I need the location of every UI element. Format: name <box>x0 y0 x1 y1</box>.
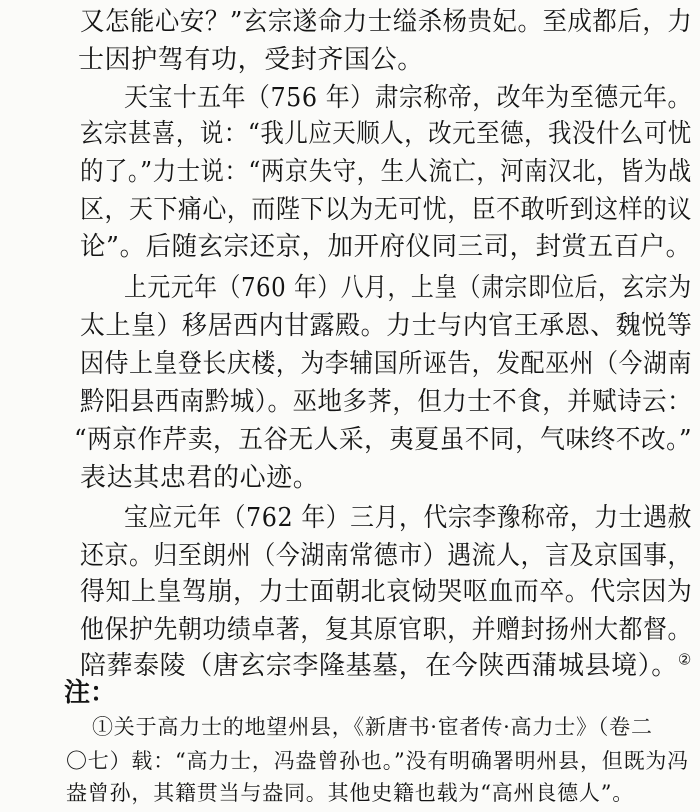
body-line-3: 天宝十五年（756 年）肃宗称帝，改年为至德元年。 <box>124 83 692 113</box>
body-line-10: 因侍上皇登长庆楼，为李辅国所诬告，发配巫州（今湖南 <box>80 349 693 379</box>
footnote-ref-marker: ② <box>677 650 692 669</box>
footnote-line-1: ①关于高力士的地望州县，《新唐书·宦者传·高力士》（卷二 <box>92 715 653 739</box>
body-line-16: 得知上皇驾崩，力士面朝北哀恸哭呕血而卒。代宗因为 <box>80 577 693 607</box>
body-line-2: 士因护驾有功，受封齐国公。 <box>78 45 424 75</box>
body-line-18 <box>80 648 692 684</box>
body-line-9: 太上皇）移居西内甘露殿。力士与内官王承恩、魏悦等 <box>80 311 693 341</box>
body-line-7: 论”。后随玄宗还京，加开府仪同三司，封赏五百户。 <box>80 232 692 262</box>
body-line-11: 黔阳县西南黔城）。巫地多荠，但力士不食，并赋诗云： <box>80 387 693 417</box>
body-line-13: 表达其忠君的心迹。 <box>80 463 320 493</box>
footnote-line-2: 〇七）载：“高力士，冯盎曾孙也。”没有明确署明州县，但既为冯 <box>66 749 689 773</box>
body-line-1: 又怎能心安？”玄宗遂命力士缢杀杨贵妃。至成都后，力 <box>80 7 693 37</box>
body-line-18-text: 陪葬泰陵（唐玄宗李隆基墓，在今陕西蒲城县境）。 <box>80 651 678 681</box>
body-line-12: “两京作芹卖，五谷无人采，夷夏虽不同，气味终不改。” <box>74 425 693 455</box>
body-line-14: 宝应元年（762 年）三月，代宗李豫称帝，力士遇赦 <box>124 503 692 533</box>
body-line-17: 他保护先朝功绩卓著，复其原官职，并赠封扬州大都督。 <box>80 615 693 645</box>
body-line-8: 上元元年（760 年）八月，上皇（肃宗即位后，玄宗为 <box>124 273 692 303</box>
body-line-4: 玄宗甚喜，说：“我儿应天顺人，改元至德，我没什么可忧 <box>80 119 692 149</box>
body-line-15: 还京。归至朗州（今湖南常德市）遇流人，言及京国事， <box>80 541 693 571</box>
footnote-line-3: 盎曾孙，其籍贯当与盎同。其他史籍也载为“高州良德人”。 <box>66 781 635 805</box>
notes-heading: 注： <box>64 678 117 708</box>
body-line-5: 的了。”力士说：“两京失守，生人流亡，河南汉北，皆为战 <box>80 157 692 187</box>
body-line-6: 区，天下痛心，而陛下以为无可忧，臣不敢听到这样的议 <box>80 195 693 225</box>
